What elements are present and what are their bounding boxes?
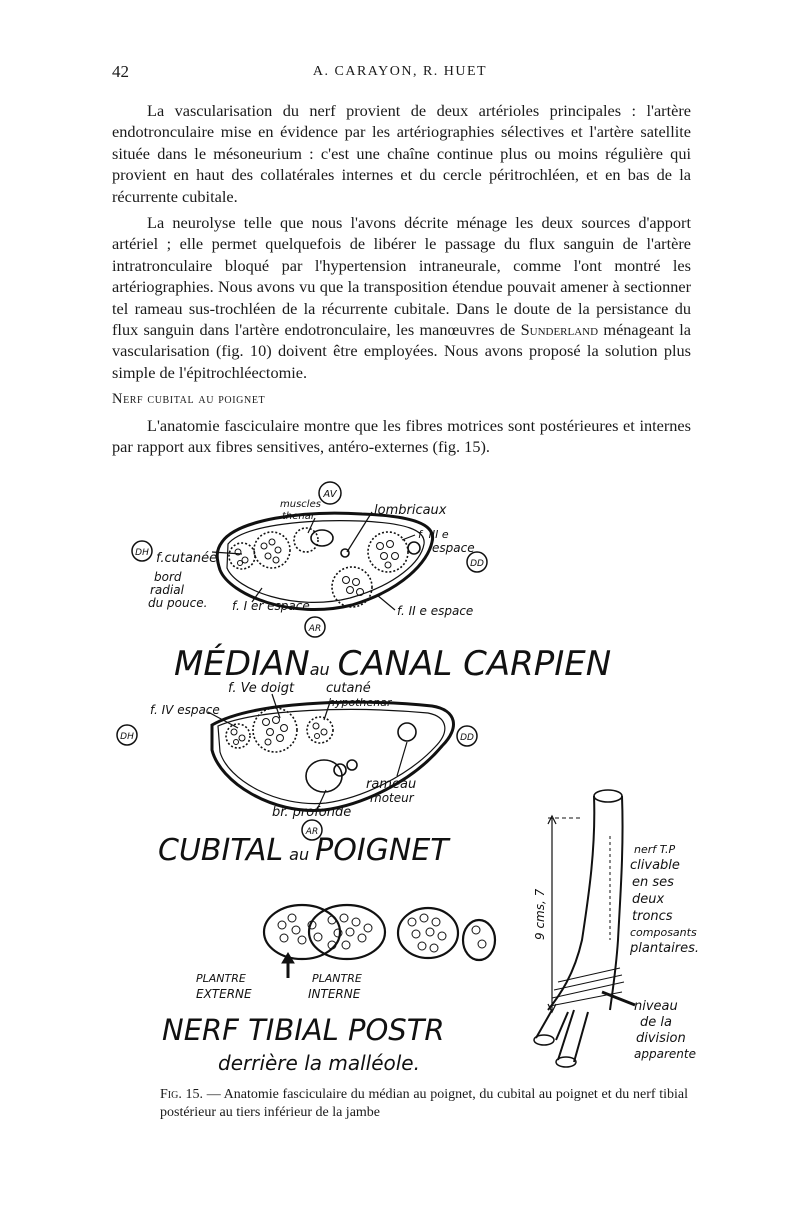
tibial-diagram: [264, 905, 495, 978]
tibial-plantaire-int-2: INTERNE: [308, 987, 361, 1001]
cubital-title: CUBITAL au POIGNET: [158, 833, 449, 868]
nerve-drawing: [534, 790, 635, 1067]
page-number: 42: [112, 62, 129, 81]
cubital-dd: DD: [460, 733, 474, 743]
cubital-moteur: moteur: [370, 791, 414, 805]
median-espace2: f. II e espace: [397, 604, 474, 618]
median-title: MÉDIANau CANAL CARPIEN: [174, 644, 612, 684]
nerve-label-5: troncs: [632, 909, 673, 924]
figure-caption: [160, 1086, 688, 1122]
nerve-label-2: clivable: [630, 858, 680, 873]
median-cutanee-1: f.cutanée: [156, 551, 218, 566]
median-espace1: f. I er espace: [232, 599, 310, 613]
figure-15: [112, 470, 699, 1085]
running-head: A. CARAYON, R. HUET: [312, 64, 488, 79]
cubital-hypothenar: hypothenar: [328, 696, 392, 709]
median-dh: DH: [135, 548, 149, 558]
median-espace3-1: f. III e: [418, 528, 449, 541]
median-espace3-2: espace: [432, 541, 475, 555]
median-av: AV: [323, 489, 337, 500]
median-muscles: muscles: [280, 499, 321, 510]
nerve-label-6: composants: [630, 926, 697, 939]
cubital-cutane: cutané: [326, 681, 371, 696]
tibial-subtitle: derrière la malléole.: [218, 1051, 420, 1075]
section-heading: Nerf cubital au poignet: [112, 391, 266, 408]
median-lombricaux: lombricaux: [374, 503, 447, 518]
nerve-measure: 9 cms, 7: [533, 888, 547, 940]
median-cutanee-4: du pouce.: [148, 596, 208, 610]
nerve-label-4: deux: [632, 892, 665, 907]
cubital-espace4: f. IV espace: [150, 703, 220, 717]
nerve-niveau-2: de la: [640, 1015, 672, 1030]
median-dd: DD: [470, 559, 484, 569]
nerve-niveau-3: division: [636, 1031, 686, 1046]
nerve-niveau-4: apparente: [634, 1047, 696, 1061]
median-outline: [217, 513, 432, 609]
median-cutanee-2: bord: [154, 570, 182, 584]
cubital-outline: [212, 702, 453, 810]
median-cutanee-3: radial: [150, 583, 184, 597]
cubital-rameau: rameau: [366, 777, 417, 792]
page-header: [112, 62, 688, 84]
cubital-ar: AR: [305, 827, 319, 837]
body-text: [112, 100, 691, 463]
caption-text: — Anatomie fasciculaire du médian au poignet, du cubital au poignet et du nerf tibial postérieur au tiers inférieur de la jambe: [160, 1087, 688, 1120]
figure-drawing: [112, 470, 699, 1085]
cubital-profonde: br. profonde: [272, 805, 352, 820]
author-name: Sunderland: [520, 320, 599, 340]
cubital-doigt: f. Ve doigt: [228, 681, 295, 696]
tibial-plantaire-ext-2: EXTERNE: [196, 987, 252, 1001]
tibial-plantaire-ext-1: PLANTRE: [196, 972, 246, 985]
nerve-label-7: plantaires.: [630, 941, 699, 956]
cubital-dh: DH: [120, 732, 134, 742]
tibial-plantaire-int-1: PLANTRE: [312, 972, 362, 985]
nerve-label-1: nerf T.P: [634, 843, 676, 856]
paragraph-1: La vascularisation du nerf provient de deux artérioles principales : l'artère endotronculaire mise en évidence par les artériographies sélectives et l'artère satellite située dans le mésoneurium : c'est une chaîne continue plus ou moins régulière qui provient en haut des collatérales internes et du cercle péritrochléen, et en bas de la récurrente cubitale.: [112, 101, 691, 206]
nerve-label-3: en ses: [632, 875, 674, 890]
paragraph-3: L'anatomie fasciculaire montre que les fibres motrices sont postérieures et internes par rapport aux fibres sensitives, antéro-externes (fig. 15).: [112, 415, 691, 457]
median-ar: AR: [308, 624, 322, 634]
tibial-title: NERF TIBIAL POSTR: [162, 1013, 445, 1047]
nerve-niveau-1: niveau: [634, 999, 678, 1014]
paragraph-2: La neurolyse telle que nous l'avons décrite ménage les deux sources d'apport artériel ; elle permet quelquefois de libérer le passage du flux sanguin de l'artère intratronculaire bloqué par l'hypertension intraneurale, comme l'ont montré les artériographies. Nous avons vu que la transposition étendue pouvait amener à sectionner tel rameau sus-trochléen de la récurrente cubitale. Dans le doute de la persistance du flux sanguin dans l'artère endotronculaire, les manœuvres de Sunderland ménageant la vascularisation (fig. 10) doivent être employées. Nous avons proposé la solution plus simple de l'épitrochléectomie.: [112, 213, 691, 382]
caption-label: Fig. 15.: [160, 1087, 204, 1102]
median-thenar: thenar: [282, 511, 315, 522]
